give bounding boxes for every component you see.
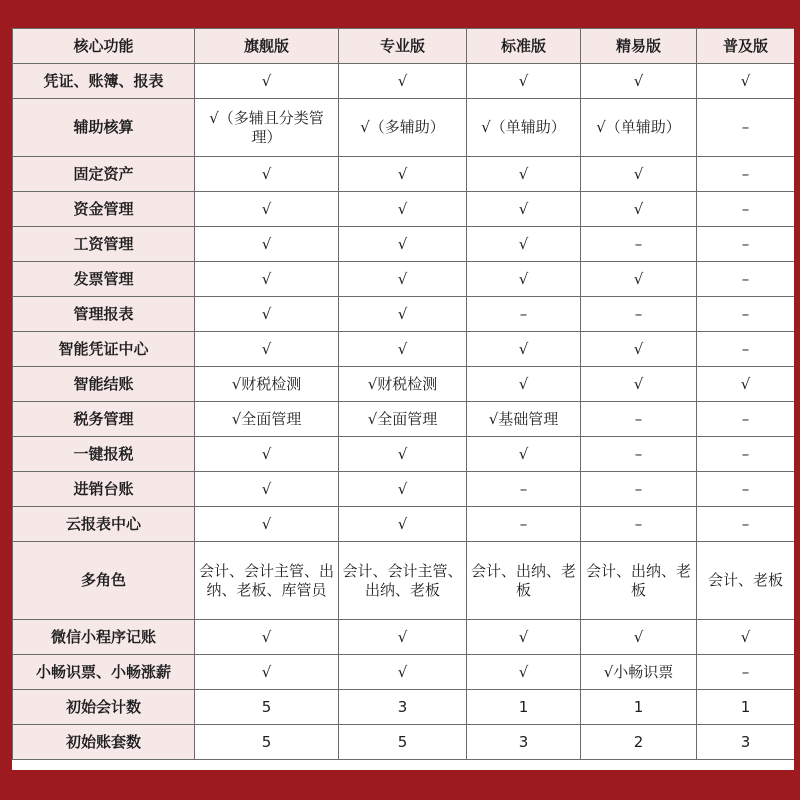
edition-cell: √ — [467, 227, 581, 262]
edition-cell: – — [581, 297, 697, 332]
edition-cell: √ — [339, 437, 467, 472]
table-row — [13, 655, 795, 690]
table-row — [13, 297, 795, 332]
header-standard: 标准版 — [467, 29, 581, 64]
edition-cell: √ — [195, 262, 339, 297]
edition-cell: 3 — [467, 725, 581, 760]
feature-label: 多角色 — [13, 542, 195, 620]
edition-cell: – — [581, 227, 697, 262]
edition-cell: √基础管理 — [467, 402, 581, 437]
feature-label: 税务管理 — [13, 402, 195, 437]
edition-cell: √ — [467, 332, 581, 367]
edition-cell: √ — [195, 227, 339, 262]
table-row — [13, 472, 795, 507]
feature-label: 辅助核算 — [13, 99, 195, 157]
edition-cell: – — [697, 99, 795, 157]
feature-label: 微信小程序记账 — [13, 620, 195, 655]
header-lite: 精易版 — [581, 29, 697, 64]
edition-cell: √ — [195, 157, 339, 192]
edition-cell: √ — [581, 620, 697, 655]
edition-cell: √全面管理 — [195, 402, 339, 437]
edition-cell: √ — [581, 157, 697, 192]
edition-cell: 1 — [581, 690, 697, 725]
header-feature: 核心功能 — [13, 29, 195, 64]
feature-label: 工资管理 — [13, 227, 195, 262]
table-row — [13, 157, 795, 192]
edition-comparison-table — [12, 28, 794, 760]
edition-cell: √ — [581, 192, 697, 227]
edition-cell: √ — [339, 655, 467, 690]
comparison-table-frame — [12, 28, 794, 770]
edition-cell: – — [581, 472, 697, 507]
edition-cell: √ — [339, 297, 467, 332]
edition-cell: – — [697, 157, 795, 192]
table-row — [13, 227, 795, 262]
edition-cell: √财税检测 — [339, 367, 467, 402]
edition-cell: √ — [339, 472, 467, 507]
edition-cell: 5 — [195, 690, 339, 725]
edition-cell: – — [467, 507, 581, 542]
feature-label: 初始账套数 — [13, 725, 195, 760]
edition-cell: – — [467, 472, 581, 507]
edition-cell: – — [467, 297, 581, 332]
edition-cell: √ — [467, 262, 581, 297]
edition-cell: √ — [339, 227, 467, 262]
table-row — [13, 690, 795, 725]
edition-cell: √ — [195, 332, 339, 367]
edition-cell: – — [697, 655, 795, 690]
edition-cell: √ — [339, 332, 467, 367]
edition-cell: √ — [467, 655, 581, 690]
feature-label: 智能结账 — [13, 367, 195, 402]
edition-cell: – — [697, 507, 795, 542]
edition-cell: √（单辅助） — [467, 99, 581, 157]
edition-cell: √（多辅且分类管理） — [195, 99, 339, 157]
edition-cell: – — [581, 507, 697, 542]
feature-label: 云报表中心 — [13, 507, 195, 542]
edition-cell: √ — [339, 64, 467, 99]
edition-cell: √财税检测 — [195, 367, 339, 402]
edition-cell: √ — [339, 157, 467, 192]
table-row — [13, 725, 795, 760]
edition-cell: – — [697, 472, 795, 507]
edition-cell: √ — [467, 192, 581, 227]
edition-cell: √ — [195, 297, 339, 332]
table-row — [13, 620, 795, 655]
edition-cell: √ — [581, 64, 697, 99]
edition-cell: – — [697, 227, 795, 262]
header-row — [13, 29, 795, 64]
edition-cell: 3 — [339, 690, 467, 725]
table-row — [13, 99, 795, 157]
edition-cell: 5 — [195, 725, 339, 760]
edition-cell: √ — [195, 655, 339, 690]
edition-cell: √ — [467, 157, 581, 192]
edition-cell: √ — [339, 262, 467, 297]
table-row — [13, 367, 795, 402]
edition-cell: √（多辅助） — [339, 99, 467, 157]
edition-cell: – — [697, 192, 795, 227]
edition-cell: √ — [697, 367, 795, 402]
edition-cell: √ — [697, 620, 795, 655]
table-row — [13, 402, 795, 437]
feature-label: 一键报税 — [13, 437, 195, 472]
edition-cell: √ — [195, 507, 339, 542]
table-row — [13, 192, 795, 227]
feature-label: 资金管理 — [13, 192, 195, 227]
edition-cell: √ — [195, 437, 339, 472]
edition-cell: √ — [339, 192, 467, 227]
edition-cell: √ — [195, 192, 339, 227]
edition-cell: √ — [467, 64, 581, 99]
feature-label: 小畅识票、小畅涨薪 — [13, 655, 195, 690]
table-row — [13, 542, 795, 620]
edition-cell: √ — [581, 262, 697, 297]
edition-cell: √ — [339, 620, 467, 655]
header-professional: 专业版 — [339, 29, 467, 64]
edition-cell: 1 — [697, 690, 795, 725]
edition-cell: 会计、出纳、老板 — [467, 542, 581, 620]
edition-cell: – — [581, 402, 697, 437]
edition-cell: 会计、出纳、老板 — [581, 542, 697, 620]
edition-cell: 2 — [581, 725, 697, 760]
edition-cell: 1 — [467, 690, 581, 725]
feature-label: 凭证、账簿、报表 — [13, 64, 195, 99]
table-row — [13, 332, 795, 367]
feature-label: 初始会计数 — [13, 690, 195, 725]
edition-cell: √ — [467, 620, 581, 655]
edition-cell: √ — [467, 437, 581, 472]
edition-cell: 3 — [697, 725, 795, 760]
edition-cell: – — [581, 437, 697, 472]
edition-cell: 会计、老板 — [697, 542, 795, 620]
edition-cell: √小畅识票 — [581, 655, 697, 690]
table-row — [13, 437, 795, 472]
edition-cell: √（单辅助） — [581, 99, 697, 157]
edition-cell: √ — [195, 620, 339, 655]
edition-cell: – — [697, 297, 795, 332]
feature-label: 固定资产 — [13, 157, 195, 192]
feature-label: 管理报表 — [13, 297, 195, 332]
edition-cell: – — [697, 402, 795, 437]
edition-cell: √ — [195, 64, 339, 99]
edition-cell: √ — [195, 472, 339, 507]
feature-label: 进销台账 — [13, 472, 195, 507]
edition-cell: 5 — [339, 725, 467, 760]
edition-cell: √ — [581, 332, 697, 367]
edition-cell: – — [697, 437, 795, 472]
edition-cell: 会计、会计主管、出纳、老板、库管员 — [195, 542, 339, 620]
table-row — [13, 262, 795, 297]
table-row — [13, 64, 795, 99]
edition-cell: √ — [339, 507, 467, 542]
edition-cell: 会计、会计主管、出纳、老板 — [339, 542, 467, 620]
edition-cell: √ — [467, 367, 581, 402]
table-row — [13, 507, 795, 542]
edition-cell: – — [697, 332, 795, 367]
feature-label: 智能凭证中心 — [13, 332, 195, 367]
edition-cell: √ — [581, 367, 697, 402]
feature-label: 发票管理 — [13, 262, 195, 297]
edition-cell: √全面管理 — [339, 402, 467, 437]
header-basic: 普及版 — [697, 29, 795, 64]
edition-cell: √ — [697, 64, 795, 99]
header-flagship: 旗舰版 — [195, 29, 339, 64]
edition-cell: – — [697, 262, 795, 297]
